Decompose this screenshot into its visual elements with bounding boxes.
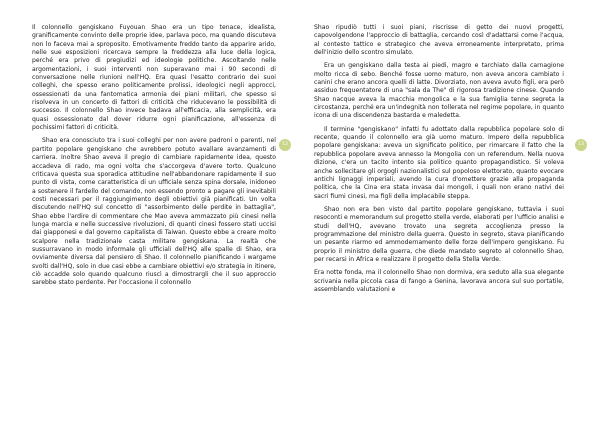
page-number-badge: 12 [279,139,291,151]
paragraph: Il colonnello gengiskano Fuyouan Shao era un tipo tenace, idealista, granificamente convinto delle proprie idee, parlava poco, ma quando discuteva non lo faceva mai a sproposito. Emotivamente freddo tanto da apparire arido, nelle sue esposizioni ricercava sempre la freddezza alla luce della logica, perché era privo di pregiudizi ed ideologie politiche. Ascoltando nelle argomentazioni, i suoi interventi non superavano mai i 90 secondi di conversazione nelle riunioni nell'HQ. Era quasi l'esatto contrario dei suoi colleghi, che spesso erano politicamente prolissi, ideologici negli approcci, ossessionati da una fantomatica armonia dei piani militari, che spesso si risolveva in un concerto di fattori di criticità che riducevano le possibilità di successo. Il colonnello Shao invece badava all'efficacia, alla semplicità, era quasi ossessionato dal dover ridurre ogni pianificazione, all'essenza di pochissimi fattori di criticità. [32,24,276,132]
page-number-badge: 13 [575,139,587,151]
paragraph: Shao non era ben visto dal partito popolare gengiskano, tuttavia i suoi resoconti e memorandum sul progetto stella verde, elaborati per l'ufficio analisi e studi dell'HQ, avevano trovato una segreta accoglienza presso la programmazione del ministro della guerra. Questo in segreto, stava pianificando un pesante riarmo ed ammodernamento delle forze dell'impero gengiskano. Fu proprio il ministro della guerra, che diede mandato segreto al colonnello Shao, per recarsi in Africa e realizzare il progetto della Stella Verde. [314,205,564,263]
paragraph: Era un gengiskano dalla testa ai piedi, magro e tarchiato dalla carnagione molto ricca di sebo. Benché fosse uomo maturo, non aveva ancora cambiato i canini che erano ancora quelli di latte. Divorziato, non aveva avuto figli, era però assiduo frequentatore di una "sala da The" di rigorosa tradizione cinese. Quando Shao nacque aveva la macchia mongolica e la sua famiglia tenne segreta la circostanza, perché era un'indegnità non tollerata nel regime popolare, in quanto icona di una discendenza bastarda e maledetta. [314,62,564,120]
left-text-column [32,24,276,293]
paragraph: Il termine "gengiskano" infatti fu adottato dalla repubblica popolare solo di recente, quando il colonnello era già uomo maturo. Impero della repubblica popolare gengiskana: aveva un significato politico, per rimarcare il fatto che la repubblica popolare aveva annesso la Mongolia con un referendum. Nella nuova dizione, c'era un tacito intento sia politico quanto propagandistico. Si voleva anche sollecitare gli orgogli nazionalistici sul popoloso elettorato, quanto evocare antichi lignaggi imperiali, avendo la cura d'omettere grazie alla propaganda politica, che la Cina era stata invasa dai mongoli, i quali non erano nativi dei sacri fiumi cinesi, ma figli della implacabile steppa. [314,125,564,200]
paragraph: Era notte fonda, ma il colonnello Shao non dormiva, era seduto alla sua elegante scrivania nella piccola casa di fango a Genina, lavorava ancora sul suo portatile, assemblando valutazioni e [314,269,564,293]
paragraph: Shao ripudiò tutti i suoi piani, riscrisse di getto dei nuovi progetti, capovolgendone l'approccio di battaglia, cercando così d'adattarsi come l'acqua, al contesto tattico e strategico che aveva erroneamente interpretato, prima dell'inizio dello scontro simulato. [314,24,564,57]
right-page [300,0,600,424]
right-text-column [314,24,564,299]
paragraph: Shao era conosciuto tra i suoi colleghi per non avere padroni o parenti, nel partito popolare gengiskano che avrebbero potuto avallare avanzamenti di carriera. Inoltre Shao aveva il pregio di cambiare rapidamente idea, questo accadeva di rado, ma ogni volta che s'accorgeva d'avere torto. Qualcuno criticava questa sua sporadica attitudine nell'abbandonare rapidamente il suo punto di vista, come caratteristica di un ufficiale senza spina dorsale, inidoneo a sostenere il fardello del comando, non essendo pronto a pagare gli inevitabili costi necessari per il raggiungimento degli obiettivi già pianificati. Un volta discutendo nell'HQ sul concetto di "assorbimento delle perdite in battaglia", Shao ebbe l'ardire di commentare che Mao aveva ammazzato più cinesi nella lunga marcia e nelle successive rivoluzioni, di quanti cinesi fossero stati uccisi dai giapponesi e dal governo capitalista di Taiwan. Questo ebbe a creare molto scalpore nella tradizionale casta militare gengiskana. La realtà che sussurravano in modo informale gli ufficiali dell'HQ alle spalle di Shao, era ovviamente diversa dal pensiero di Shao. Il colonnello pianificando i wargame svolti dall'HQ, solo in due casi ebbe a cambiare obiettivi e/o strategia in itinere, ciò accadde solo quando qualcuno riuscì a dimostrargli che il suo approccio sarebbe stato perdente. Per l'occasione il colonnello [32,137,276,287]
